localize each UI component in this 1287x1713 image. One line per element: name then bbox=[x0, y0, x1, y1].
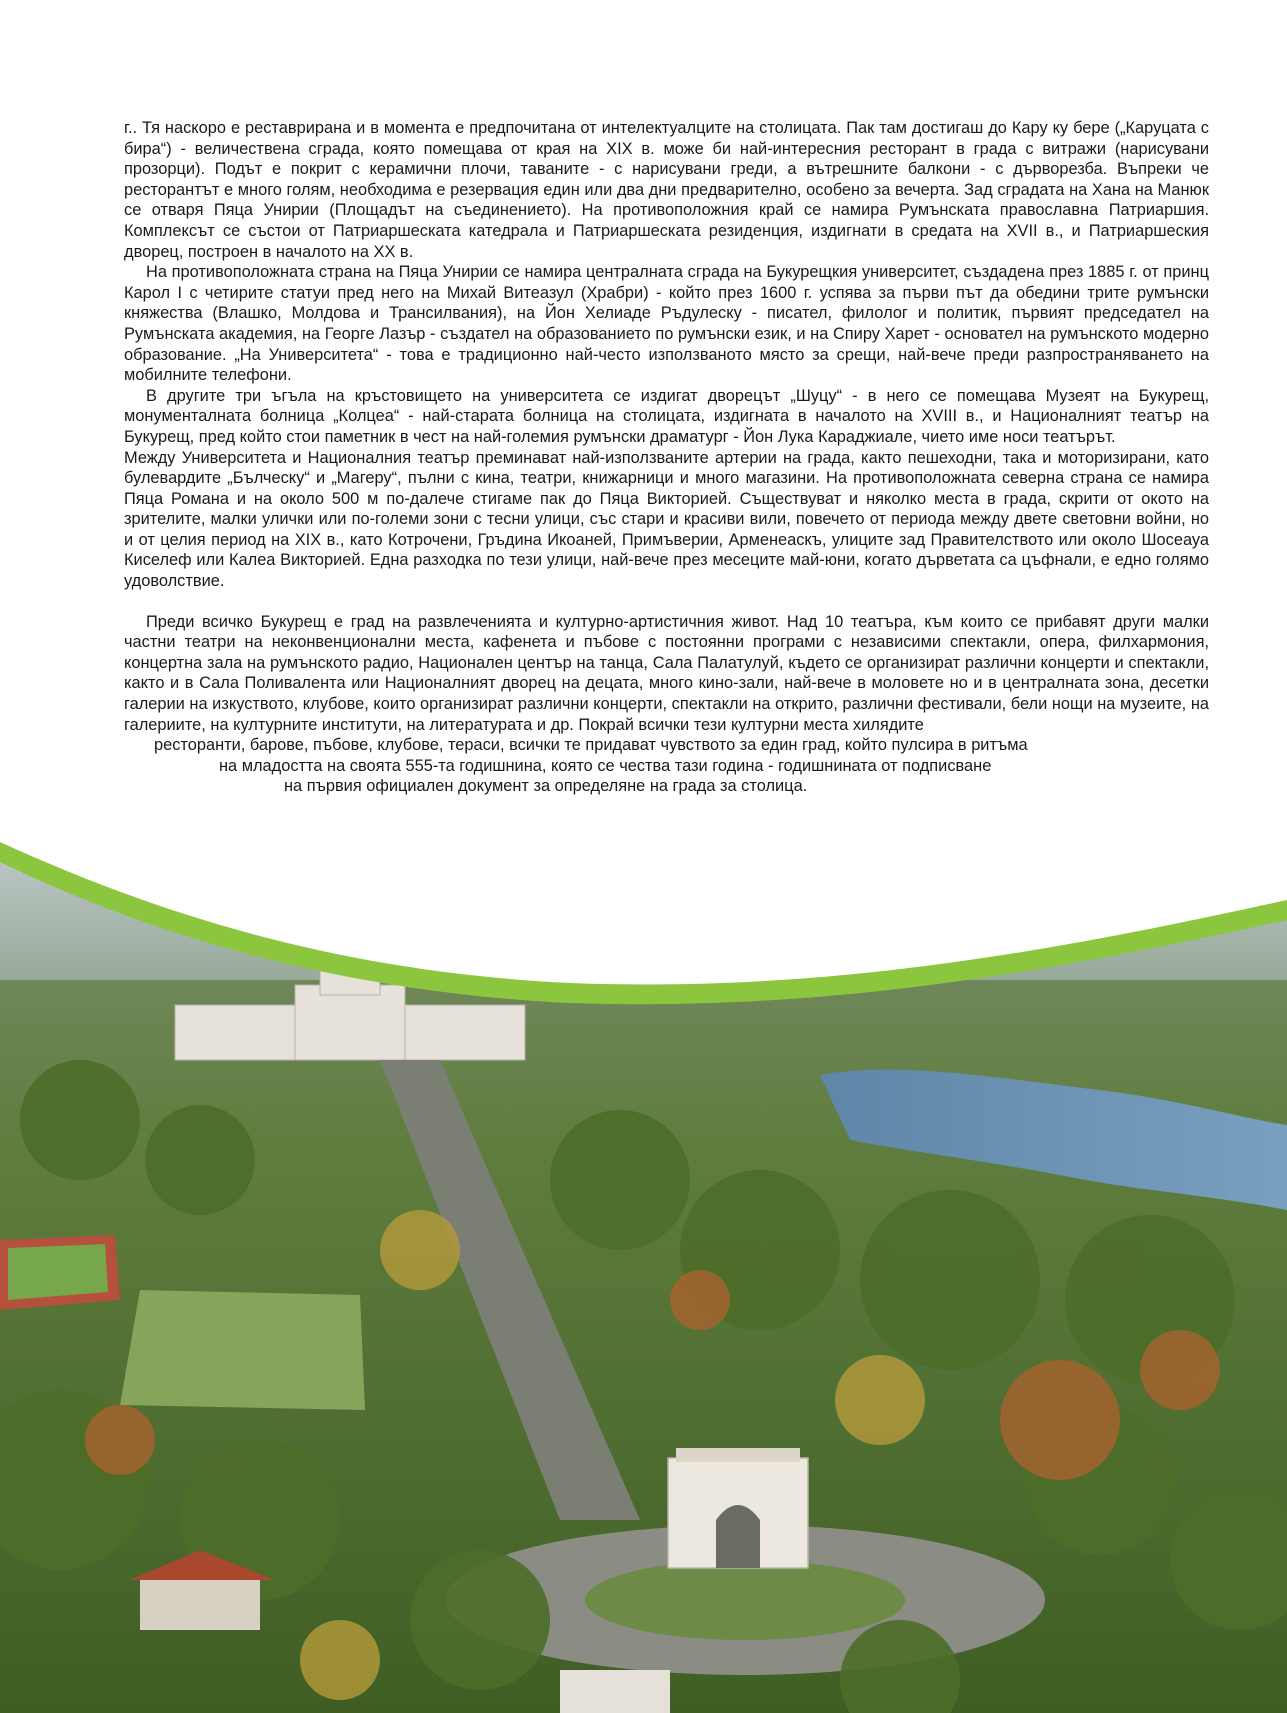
article-text bbox=[124, 118, 1209, 797]
paragraph-4: Между Университета и Националния театър преминават най-използваните артерии на града, както пешеходни, така и моторизирани, като булевардите „Бълческу“ и „Магеру“, пълни с кина, театри, книжарници и много магазини. На противоположната северна страна се намира Пяца Романа и на около 500 м по-далече стигаме пак до Пяца Викторией. Съществуват и няколко места в града, скрити от окото на зрителите, малки улички или по-големи зони с тесни улици, със стари и красиви вили, повечето от периода между двете световни войни, но и от целия период на XIX в., като Котрочени, Гръдина Икоаней, Примъверии, Арменеаскъ, улиците зад Правителството или около Шосеауа Киселеф или Калеа Викторией. Една разходка по тези улици, най-вече през месеците май-юни, когато дърветата са цъфнали, е едно голямо удоволствие. bbox=[124, 448, 1209, 591]
paragraph-5: Преди всичко Букурещ е град на развлеченията и културно-артистичния живот. Над 10 театъра, към които се прибавят други малки частни театри на неконвенционални места, кафенета и пъбове с постоянни програми с независими спектакли, опера, филхармония, концертна зала на румънското радио, Национален център на танца, Сала Палатулуй, където се организират различни концерти и спектакли, както и в Сала Поливалента или Националният дворец на децата, много кино-зали, най-вече в моловете но и в централната зона, десетки галерии на изкуството, клубове, които организират различни концерти, спектакли на открито, различни фестивали, бели нощи на музеите, на галериите, на културните институти, на литературата и др. Покрай всички тези културни места хилядите bbox=[124, 612, 1209, 734]
paragraph-3: В другите три ъгъла на кръстовището на университета се издигат дворецът „Шуцу“ - в него се помещава Музеят на Букурещ, монументалната болница „Колцеа“ - най-старата болница на столицата, издигната в началото на XVIII в., и Националният театър на Букурещ, пред който стои паметник в чест на най-големия румънски драматург - Йон Лука Караджиале, чието име носи театърът. bbox=[124, 386, 1209, 446]
paragraph-1: г.. Тя наскоро е реставрирана и в момента е предпочитана от интелектуалците на столицата. Пак там достигаш до Кару ку бере („Каруцата с бира“) - величествена сграда, която помещава от края на XIX в. може би най-интересния ресторант в града с витражи (нарисувани прозорци). Подът е покрит с керамични плочи, таваните - с нарисувани греди, а вътрешните балкони - с дърворезба. Въпреки че ресторантът е много голям, необходима е резервация един или два дни предварително, особено за вечерта. Зад сградата на Хана на Манюк се отваря Пяца Унирии (Площадът на съединението). На противоположния край се намира Румънската православна Патриаршия. Комплексът се състои от Патриаршеската катедрала и Патриаршеската резиденция, издигнати в средата на XVII в., и Патриаршеския дворец, построен в началото на XX в. bbox=[124, 119, 1209, 261]
paragraph-gap bbox=[124, 592, 1209, 612]
paragraph-2: На противоположната страна на Пяца Унирии се намира централната сграда на Букурещкия университет, създадена през 1885 г. от принц Карол I с четирите статуи пред него на Михай Витеазул (Храбри) - който през 1600 г. успява за първи път да обедини трите румънски княжества (Влашко, Молдова и Трансилвания), на Йон Хелиаде Ръдулеску - писател, филолог и политик, първият председател на Румънската академия, на Георге Лазър - създател на образованието по румънски език, и на Спиру Харет - основател на румънското модерно образование. „На Университета“ - това е традиционно най-често използваното място за срещи, най-вече преди разпространяването на мобилните телефони. bbox=[124, 263, 1209, 385]
triumphal-arch bbox=[668, 1448, 808, 1568]
paragraph-5-line-a: ресторанти, барове, пъбове, клубове, тераси, всички те придават чувството за един град, който пулсира в ритъма bbox=[154, 736, 1028, 755]
paragraph-5-line-c: на първия официален документ за определяне на града за столица. bbox=[284, 777, 808, 796]
paragraph-5-line-b: на младостта на своята 555-та годишнина, която се чества тази година - годишнината от подписване bbox=[219, 756, 992, 775]
